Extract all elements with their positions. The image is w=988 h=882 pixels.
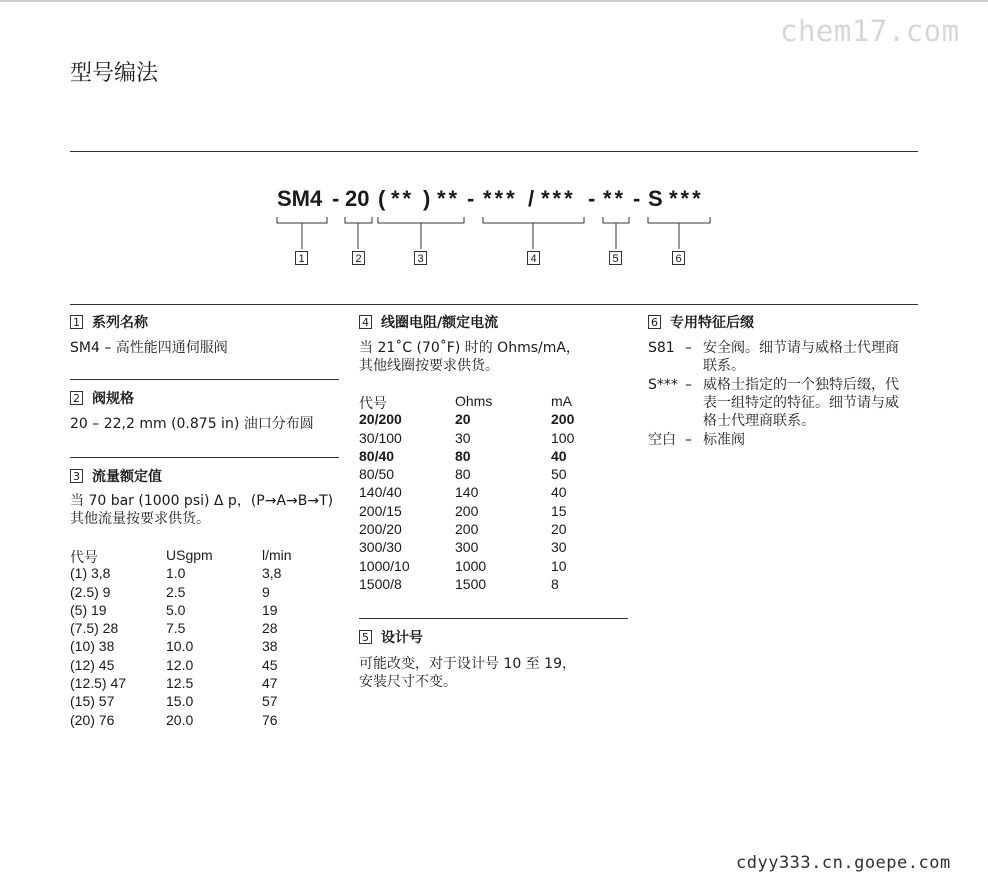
cell: 12.0: [166, 656, 194, 673]
suffix-desc: [703, 431, 913, 449]
table-row: [359, 539, 619, 557]
section-4-line2: 其他线圈按要求供货。: [359, 358, 499, 374]
cell: (7.5) 28: [70, 620, 119, 637]
code-label-1: 1: [295, 251, 308, 265]
cell: 7.5: [166, 620, 186, 637]
table-row: [359, 503, 619, 521]
table-header: [359, 393, 619, 411]
code-seg: **: [437, 186, 461, 211]
cell: 3,8: [262, 565, 282, 582]
table-row: [359, 521, 619, 539]
section-6-number: 6: [648, 315, 661, 329]
watermark-top: chem17.com: [780, 14, 960, 48]
suffix-key: S***: [648, 377, 678, 393]
code-seg: S: [648, 186, 663, 211]
suffix-key: 空白: [648, 432, 676, 448]
cell: 76: [262, 711, 278, 728]
section-1-heading: 系列名称: [92, 315, 148, 331]
code-seg: /: [528, 186, 535, 211]
section-5-number: 5: [359, 630, 372, 644]
section-4-number: 4: [359, 315, 372, 329]
suffix-desc-line: 威格士指定的一个独特后缀，代: [703, 377, 899, 393]
code-seg: -: [633, 186, 641, 211]
suffix-desc-line: 标准阀: [703, 432, 745, 448]
code-seg: -: [467, 186, 475, 211]
code-seg: (: [378, 186, 386, 211]
cell: 40: [551, 484, 567, 501]
suffix-desc-line: 安全阀。细节请与威格士代理商: [703, 340, 899, 356]
cell: 200/15: [359, 502, 402, 519]
cell: 200: [551, 411, 575, 428]
cell: 15.0: [166, 693, 194, 710]
cell: 1500: [455, 575, 487, 592]
code-seg: -: [588, 186, 596, 211]
code-seg: -: [332, 186, 340, 211]
code-label-4: 4: [527, 251, 540, 265]
section-3-line1: 当 70 bar (1000 psi) Δ p，(P→A→B→T): [70, 493, 334, 509]
section-5-heading: 设计号: [381, 630, 423, 646]
cell: 1500/8: [359, 575, 402, 592]
table-header: [70, 547, 330, 565]
cell: (10) 38: [70, 638, 115, 655]
s2-divider: [70, 457, 339, 458]
table-row: [70, 565, 330, 583]
cell: 1000/10: [359, 557, 410, 574]
suffix-desc-line: 格士代理商联系。: [703, 413, 815, 429]
suffix-key: S81: [648, 340, 675, 356]
table-row: [359, 484, 619, 502]
table-row: [359, 466, 619, 484]
cell: 20: [455, 411, 471, 428]
s4-divider: [359, 618, 628, 619]
cell: (5) 19: [70, 601, 107, 618]
section-5-line2: 安装尺寸不变。: [359, 674, 457, 690]
section-3-title: [70, 466, 162, 486]
code-brackets: [0, 0, 988, 300]
table-row: [359, 430, 619, 448]
watermark-bottom: cdyy333.cn.goepe.com: [736, 853, 951, 873]
code-seg: SM4: [277, 186, 323, 211]
cell: 12.5: [166, 675, 194, 692]
code-seg: ***: [483, 186, 518, 211]
code-seg: ): [423, 186, 431, 211]
cell: 1000: [455, 557, 487, 574]
page-title: 型号编法: [70, 61, 159, 86]
section-5-line1: 可能改变，对于设计号 10 至 19，: [359, 656, 576, 672]
section-6-title: [648, 312, 754, 332]
col-lmin: l/min: [262, 547, 292, 563]
col-ma: mA: [551, 393, 572, 409]
cell: 30/100: [359, 429, 402, 446]
cell: (1) 3,8: [70, 565, 111, 582]
code-label-5: 5: [609, 251, 622, 265]
cell: 140: [455, 484, 479, 501]
table-row: [70, 712, 330, 730]
suffix-desc: [703, 339, 913, 375]
cell: (2.5) 9: [70, 583, 111, 600]
cell: 45: [262, 656, 278, 673]
cell: 100: [551, 429, 575, 446]
section-4-heading: 线圈电阻/额定电流: [381, 315, 499, 331]
section-3-number: 3: [70, 469, 83, 483]
table-row: [359, 448, 619, 466]
suffix-item-blank: [648, 431, 918, 451]
suffix-dash: –: [685, 377, 692, 393]
table-row: [70, 657, 330, 675]
section-2-title: [70, 388, 134, 408]
cell: 20.0: [166, 711, 194, 728]
sections-divider: [70, 304, 918, 305]
table-row: [70, 584, 330, 602]
cell: 19: [262, 601, 278, 618]
section-4-line1: 当 21˚C (70˚F) 时的 Ohms/mA，: [359, 340, 580, 356]
code-seg: **: [603, 186, 627, 211]
section-3-heading: 流量额定值: [92, 469, 162, 485]
cell: 10: [551, 557, 567, 574]
section-2-number: 2: [70, 391, 83, 405]
cell: 47: [262, 675, 278, 692]
table-row: [70, 602, 330, 620]
cell: 20/200: [359, 411, 402, 428]
cell: 140/40: [359, 484, 402, 501]
table-row: [359, 558, 619, 576]
cell: 200/20: [359, 521, 402, 538]
code-label-2: 2: [352, 251, 365, 265]
section-4-title: [359, 312, 498, 332]
cell: 80/40: [359, 447, 395, 464]
col-code: 代号: [359, 396, 387, 412]
flow-table: [70, 547, 330, 730]
cell: 28: [262, 620, 278, 637]
cell: 80: [455, 466, 471, 483]
col-ohms: Ohms: [455, 393, 493, 409]
section-3-line2: 其他流量按要求供货。: [70, 511, 210, 527]
coil-table: [359, 393, 619, 594]
code-seg: ***: [669, 186, 704, 211]
cell: 15: [551, 502, 567, 519]
table-row: [70, 620, 330, 638]
cell: 20: [551, 521, 567, 538]
table-row: [359, 411, 619, 429]
cell: 57: [262, 693, 278, 710]
code-seg: 20: [345, 186, 370, 211]
cell: 300: [455, 539, 479, 556]
code-label-3: 3: [414, 251, 427, 265]
cell: 200: [455, 502, 479, 519]
section-1-title: [70, 312, 148, 332]
cell: 8: [551, 575, 559, 592]
cell: 38: [262, 638, 278, 655]
table-row: [359, 576, 619, 594]
table-row: [70, 638, 330, 656]
suffix-item-s: [648, 376, 918, 432]
cell: 300/30: [359, 539, 402, 556]
section-2-text: 20 – 22,2 mm (0.875 in) 油口分布圆: [70, 416, 314, 432]
cell: 10.0: [166, 638, 194, 655]
table-row: [70, 693, 330, 711]
code-seg: **: [391, 186, 415, 211]
suffix-dash: –: [685, 340, 692, 356]
col-usgpm: USgpm: [166, 547, 213, 563]
col-code: 代号: [70, 550, 98, 566]
suffix-desc-line: 表一组特定的特征。细节请与威: [703, 395, 899, 411]
cell: 200: [455, 521, 479, 538]
cell: 5.0: [166, 601, 186, 618]
section-6-heading: 专用特征后缀: [670, 315, 754, 331]
section-5-title: [359, 627, 423, 647]
suffix-desc: [703, 376, 913, 430]
section-1-number: 1: [70, 315, 83, 329]
section-1-text: SM4 – 高性能四通伺服阀: [70, 340, 228, 356]
cell: 30: [551, 539, 567, 556]
suffix-dash: –: [685, 432, 692, 448]
cell: 80: [455, 447, 471, 464]
cell: (12.5) 47: [70, 675, 127, 692]
code-seg: ***: [541, 186, 576, 211]
section-2-heading: 阀规格: [92, 391, 134, 407]
suffix-item-s81: [648, 339, 918, 379]
cell: 2.5: [166, 583, 186, 600]
cell: 50: [551, 466, 567, 483]
code-label-6: 6: [672, 251, 685, 265]
cell: 9: [262, 583, 270, 600]
cell: 40: [551, 447, 567, 464]
table-row: [70, 675, 330, 693]
cell: 30: [455, 429, 471, 446]
cell: 1.0: [166, 565, 186, 582]
cell: (20) 76: [70, 711, 115, 728]
s1-divider: [70, 379, 339, 380]
cell: 80/50: [359, 466, 395, 483]
cell: (15) 57: [70, 693, 115, 710]
suffix-desc-line: 联系。: [703, 358, 745, 374]
cell: (12) 45: [70, 656, 115, 673]
